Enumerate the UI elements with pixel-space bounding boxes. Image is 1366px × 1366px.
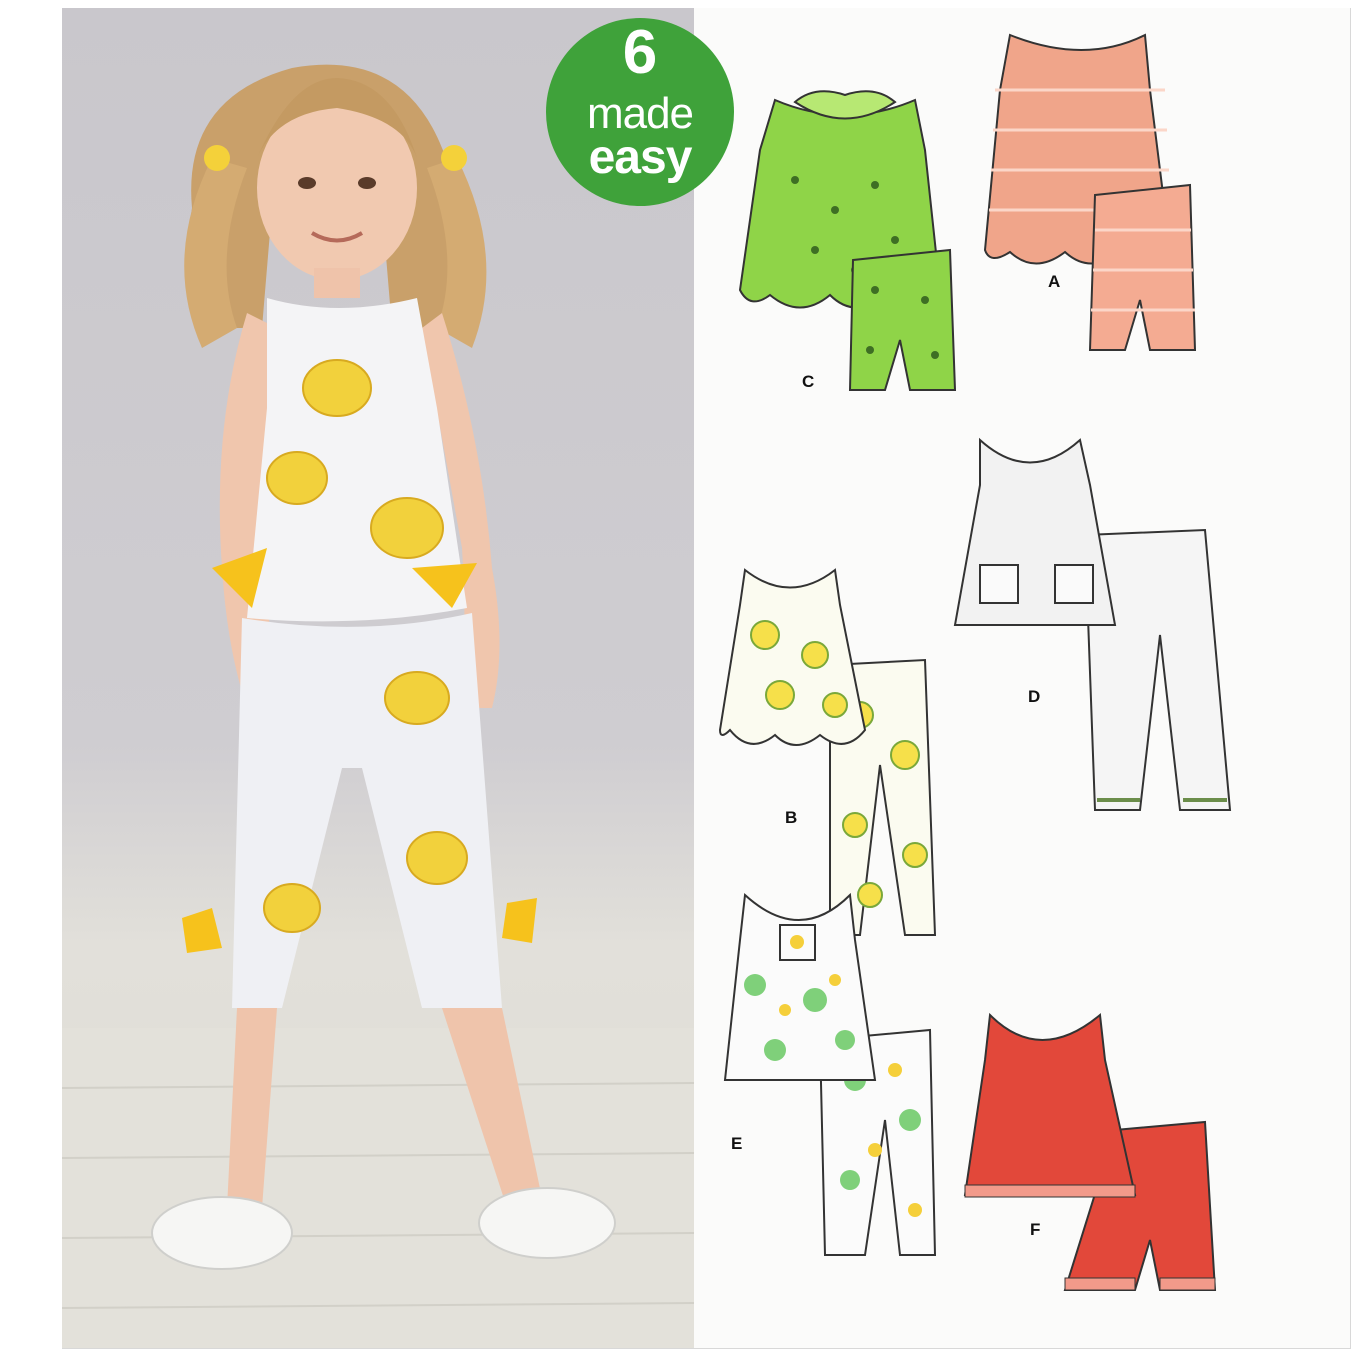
view-f-illustration	[965, 1010, 1220, 1295]
view-e-label: E	[731, 1134, 743, 1153]
view-b-label: B	[785, 808, 798, 827]
view-d-label: D	[1028, 687, 1041, 706]
badge-line1: made	[586, 89, 694, 138]
six-made-easy-badge	[546, 18, 734, 206]
view-e-illustration	[725, 890, 935, 1270]
view-d-illustration	[955, 435, 1235, 830]
view-c-label: C	[802, 372, 815, 391]
view-f-label: F	[1030, 1220, 1041, 1239]
model-photo-illustration	[62, 8, 694, 1348]
badge-number: 6	[622, 18, 658, 87]
view-a-illustration	[985, 30, 1195, 360]
model-photo	[62, 8, 694, 1348]
view-a-label: A	[1048, 272, 1061, 291]
badge-line2: easy	[588, 131, 692, 184]
view-c-illustration	[735, 90, 955, 400]
